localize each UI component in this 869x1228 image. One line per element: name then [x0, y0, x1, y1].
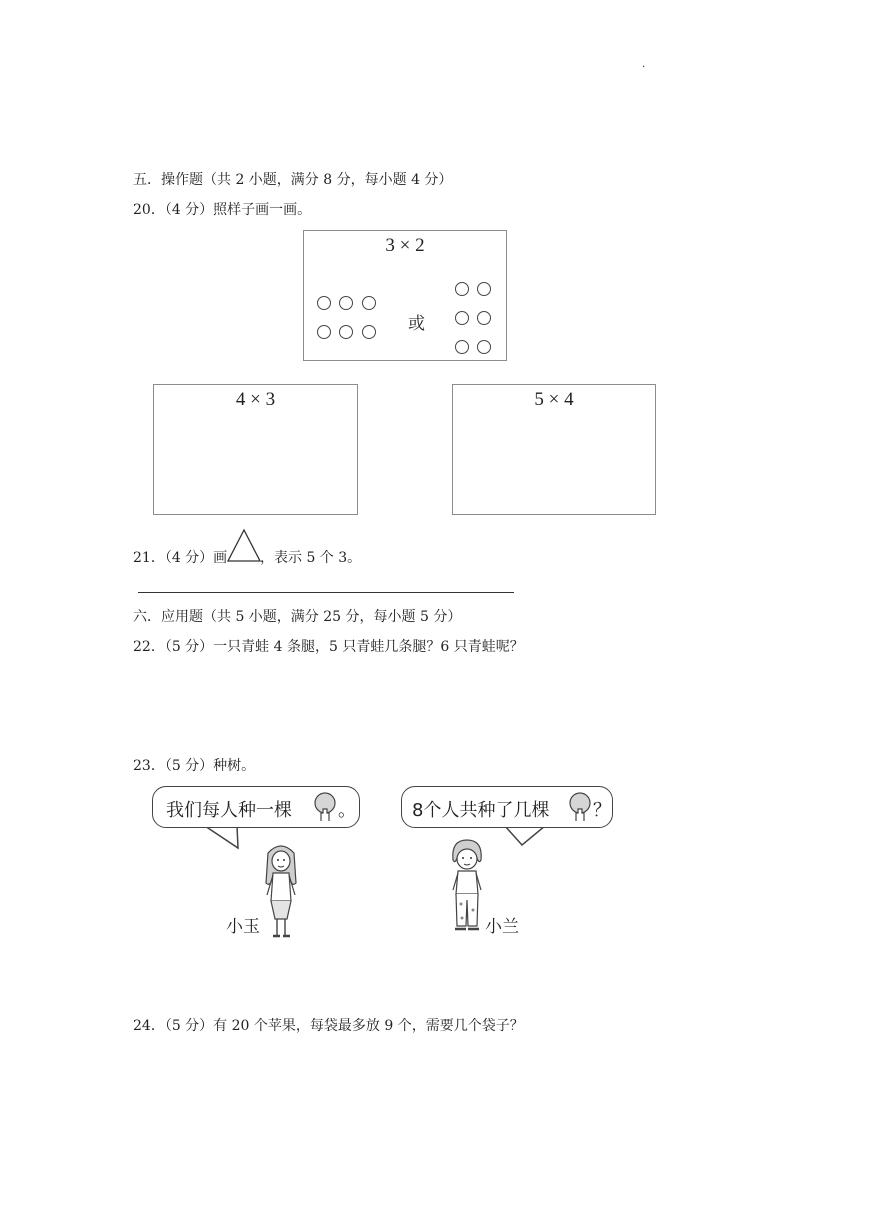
- answer-line[interactable]: [138, 592, 514, 593]
- or-label: 或: [408, 314, 425, 334]
- question-21-prefix: 21．（4 分）画: [133, 550, 228, 566]
- section-heading-application: 六．应用题（共 5 小题，满分 25 分，每小题 5 分）: [133, 609, 462, 625]
- question-21-suffix: ，表示 5 个 3。: [260, 550, 362, 566]
- question-24-text: 24．（5 分）有 20 个苹果，每袋最多放 9 个，需要几个袋子？: [133, 1018, 524, 1034]
- example-circle: [317, 296, 331, 310]
- drawing-box-expression: 4 × 3: [235, 389, 276, 410]
- header-mark: .: [642, 59, 646, 70]
- question-22-text: 22．（5 分）一只青蛙 4 条腿，5 只青蛙几条腿？6 只青蛙呢？: [133, 639, 524, 655]
- section-heading-operation: 五．操作题（共 2 小题，满分 8 分，每小题 4 分）: [133, 172, 453, 188]
- example-circle: [339, 325, 353, 339]
- example-circle: [455, 340, 469, 354]
- speech-bubble-xiaoyu: [152, 786, 360, 828]
- speech-bubble-text: 我们每人种一棵: [166, 800, 292, 821]
- girl-xiaolan-illustration: [445, 838, 489, 938]
- question-20-text: 20．（4 分）照样子画一画。: [133, 202, 312, 218]
- example-circle: [339, 296, 353, 310]
- tree-icon: [568, 792, 592, 822]
- triangle-icon: [226, 528, 262, 564]
- name-label-xiaolan: 小兰: [485, 917, 519, 937]
- example-circle: [362, 325, 376, 339]
- example-expression: 3 × 2: [385, 235, 425, 256]
- question-23-text: 23．（5 分）种树。: [133, 758, 256, 774]
- girl-xiaoyu-illustration: [258, 843, 304, 943]
- drawing-box-5x4[interactable]: [452, 384, 656, 515]
- example-circle: [477, 340, 491, 354]
- drawing-box-expression: 5 × 4: [534, 389, 574, 410]
- speech-bubble-xiaolan: [401, 786, 613, 828]
- example-circle: [362, 296, 376, 310]
- drawing-box-4x3[interactable]: [153, 384, 358, 515]
- example-circle: [477, 282, 491, 296]
- speech-bubble-text: 8个人共种了几棵: [412, 800, 550, 821]
- example-circle: [477, 311, 491, 325]
- speech-bubble-end: ？: [593, 800, 611, 821]
- name-label-xiaoyu: 小玉: [226, 917, 260, 937]
- tree-icon: [313, 792, 337, 822]
- speech-bubble-end: 。: [338, 800, 356, 821]
- example-circle: [455, 282, 469, 296]
- example-circle: [455, 311, 469, 325]
- example-box: [303, 230, 507, 361]
- example-circle: [317, 325, 331, 339]
